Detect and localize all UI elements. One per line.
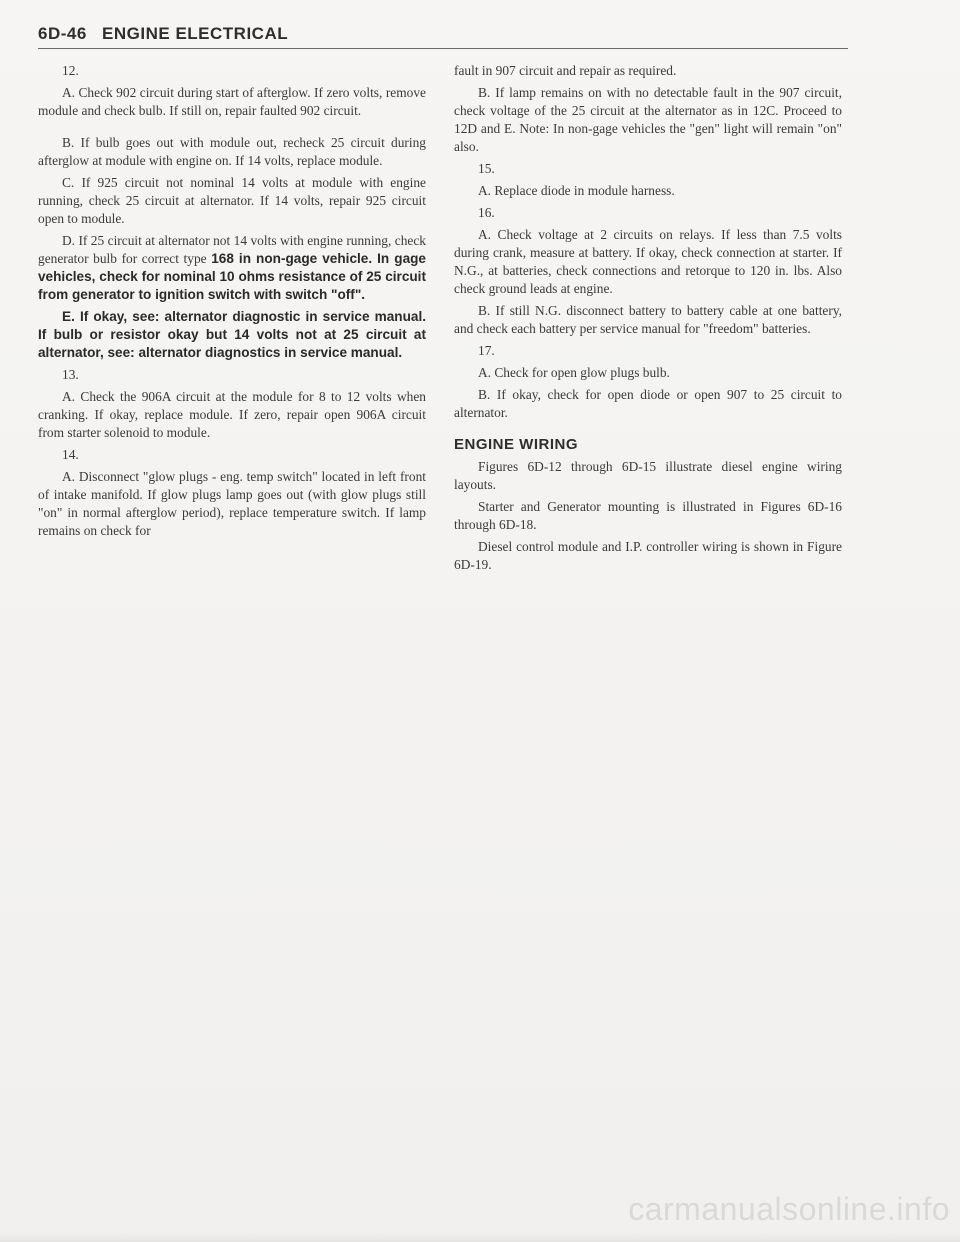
paragraph: A. Check 902 circuit during start of afterglow. If zero volts, remove module and check bulb. If still on, repair faulted 902 circuit. [38,85,426,118]
left-column [38,62,426,544]
paragraph-text: D. If 25 circuit at alternator not 14 volts with engine running, check generator bulb for correct type [38,233,426,266]
paragraph: fault in 907 circuit and repair as required. [454,63,677,78]
bold-text: 168 in non-gage vehicle. In gage vehicles, check for nominal 10 ohms resistance of 25 circuit from generator to ignition switch with switch "off". [38,251,426,302]
page-number: 6D-46 [38,24,87,43]
paragraph: Diesel control module and I.P. controller wiring is shown in Figure 6D-19. [454,539,842,572]
right-column [454,62,842,578]
page-edge [0,1232,960,1242]
paragraph: A. Check voltage at 2 circuits on relays. If less than 7.5 volts during crank, measure at battery. If okay, check connection at starter. If N.G., at batteries, check connections and retorque to 120 in. lbs. Also check ground leads at engine. [454,227,842,296]
paragraph: C. If 925 circuit not nominal 14 volts at module with engine running, check 25 circuit at alternator. If 14 volts, repair 925 circuit open to module. [38,175,426,226]
paragraph: A. Check for open glow plugs bulb. [478,365,670,380]
paragraph: Starter and Generator mounting is illustrated in Figures 6D-16 through 6D-18. [454,499,842,532]
paragraph: B. If lamp remains on with no detectable fault in the 907 circuit, check voltage of the 25 circuit at the alternator as in 12C. Proceed to 12D and E. Note: In non-gage vehicles the "gen" light will remain "on" also. [454,85,842,154]
page-header [38,24,848,44]
step-number: 13. [62,367,79,382]
step-number: 17. [478,343,495,358]
paragraph: B. If bulb goes out with module out, recheck 25 circuit during afterglow at module with engine on. If 14 volts, replace module. [38,135,426,168]
paragraph: B. If still N.G. disconnect battery to battery cable at one battery, and check each battery per service manual for "freedom" batteries. [454,303,842,336]
watermark: carmanualsonline.info [628,1191,950,1227]
step-number: 12. [62,63,79,78]
step-number: 16. [478,205,495,220]
paragraph: A. Replace diode in module harness. [478,183,675,198]
paragraph: A. Disconnect "glow plugs - eng. temp switch" located in left front of intake manifold. If glow plugs lamp goes out (with glow plugs still "on" in normal afterglow period), replace temperature switch. If lamp remains on check for [38,469,426,538]
paragraph-mixed [38,232,426,304]
step-number: 15. [478,161,495,176]
paragraph: B. If okay, check for open diode or open 907 to 25 circuit to alternator. [454,387,842,420]
section-title: ENGINE ELECTRICAL [102,24,289,43]
step-number: 14. [62,447,79,462]
header-rule [38,48,848,49]
paragraph: Figures 6D-12 through 6D-15 illustrate diesel engine wiring layouts. [454,459,842,492]
paragraph: A. Check the 906A circuit at the module for 8 to 12 volts when cranking. If okay, replace module. If zero, repair open 906A circuit from starter solenoid to module. [38,389,426,440]
bold-paragraph: E. If okay, see: alternator diagnostic in service manual. If bulb or resistor okay but 14 volts not at 25 circuit at alternator, see: alternator diagnostics in service manual. [38,309,426,360]
section-heading: ENGINE WIRING [454,436,579,453]
